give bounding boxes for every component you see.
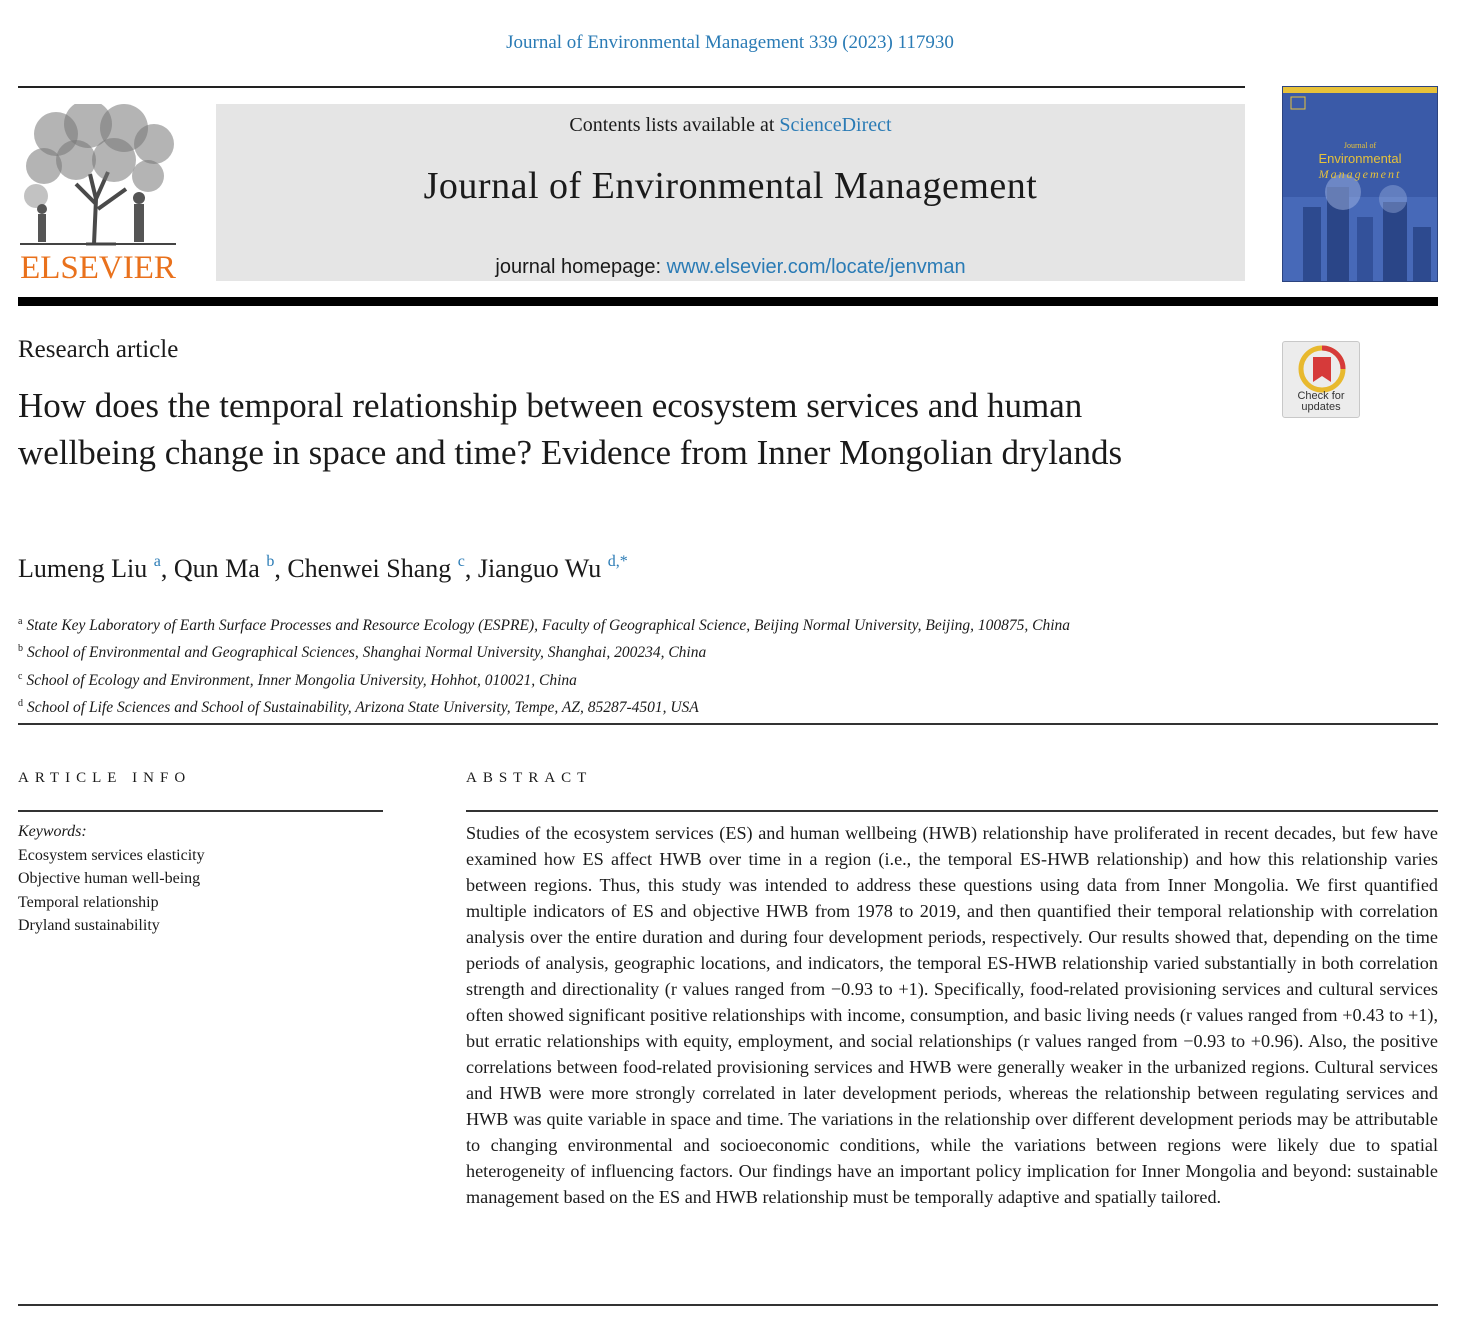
author-affiliation-marker[interactable]: d,* [607, 553, 628, 570]
journal-name: Journal of Environmental Management [423, 165, 1038, 207]
contents-prefix: Contents lists available at [569, 114, 780, 136]
bottom-rule [18, 1304, 1438, 1306]
abstract-text: Studies of the ecosystem services (ES) and human wellbeing (HWB) relationship have proliferated in recent decades, but few have examined how ES affect HWB over time in a region (i.e., the temporal ES-HWB relationship) and how this relationship varies between regions. Thus, this study was intended to address these questions using data from Inner Mongolia. We first quantified multiple indicators of ES and objective HWB from 1978 to 2019, and then quantified their temporal relationship with correlation analysis over the entire duration and during four development periods, respectively. Our results showed that, depending on the time periods of analysis, geographic locations, and indicators, the temporal ES-HWB relationship varied substantially in both correlation strength and directionality (r values ranged from −0.93 to +1). Specifically, food-related provisioning services and cultural services often showed significant positive relationships with income, consumption, and basic living needs (r values ranged from +0.43 to +1), but erratic relationships with equity, employment, and social relationships (r values ranged from −0.93 to +0.96). Also, the positive correlations between food-related provisioning services and HWB were generally weaker in the urbanized regions. Cultural services and HWB were more strongly correlated in later development periods, whereas the relationship between regulating services and HWB was quite variable in space and time. The variations in the relationship over different development periods may be attributable to changing environmental and socioeconomic conditions, while the variations between regions were likely due to spatial heterogeneity of influencing factors. Our findings have an important policy implication for Inner Mongolia and beyond: sustainable management based on the ES and HWB relationship must be temporally adaptive and spatially tailored. [466, 823, 1438, 1207]
elsevier-wordmark[interactable]: ELSEVIER [20, 250, 176, 286]
cover-title-line2: Environmental [1318, 151, 1402, 166]
affiliation-item [18, 610, 1070, 637]
keyword-item: Ecosystem services elasticity [18, 846, 205, 864]
article-type: Research article [18, 336, 179, 363]
affiliation-text: School of Ecology and Environment, Inner Mongolia University, Hohhot, 010021, China [26, 671, 577, 689]
author-name[interactable]: Jianguo Wu [477, 554, 602, 583]
keyword-item: Temporal relationship [18, 893, 159, 911]
keyword-item: Objective human well-being [18, 870, 201, 887]
author-name[interactable]: Chenwei Shang [287, 554, 452, 583]
section-divider [18, 723, 1438, 725]
author-separator: , [274, 554, 288, 583]
abstract-rule [466, 810, 1438, 812]
header-rule [18, 86, 1245, 88]
article-info-rule [18, 810, 383, 812]
author-name[interactable]: Qun Ma [173, 554, 260, 583]
affiliation-marker: c [18, 670, 23, 682]
affiliation-item [18, 637, 1070, 664]
homepage-prefix: journal homepage: [495, 256, 667, 278]
keywords-block [18, 820, 205, 938]
keywords-label: Keywords: [18, 823, 87, 840]
article-title: How does the temporal relationship between ecosystem services and human wellbeing change in space and time? Evidence from Inner Mongolian drylands [18, 386, 1123, 472]
author-list [18, 553, 628, 584]
author-affiliation-marker[interactable]: a [153, 553, 161, 570]
affiliation-marker: a [18, 616, 23, 627]
header-thick-rule [18, 297, 1438, 306]
affiliation-text: School of Life Sciences and School of Sustainability, Arizona State University, Tempe, AZ, 85287-4501, USA [27, 698, 699, 716]
affiliation-item [18, 665, 1070, 692]
abstract-heading: ABSTRACT [466, 770, 593, 786]
cover-title-line1: Journal of [1343, 141, 1377, 150]
author-separator: , [160, 554, 174, 583]
author-affiliation-marker[interactable]: c [457, 553, 465, 570]
contents-available-line [216, 114, 1245, 137]
check-updates-icon [1283, 344, 1361, 396]
affiliation-marker: d [18, 697, 23, 709]
cover-title-line3: Management [1318, 167, 1402, 181]
affiliation-list [18, 610, 1070, 719]
sciencedirect-link[interactable]: ScienceDirect [779, 114, 892, 136]
keyword-item: Dryland sustainability [18, 917, 160, 934]
author-separator: , [464, 554, 478, 583]
journal-citation[interactable]: Journal of Environmental Management 339 (2023) 117930 [506, 32, 954, 53]
journal-cover-thumbnail[interactable] [1282, 86, 1438, 282]
affiliation-item [18, 692, 1070, 719]
affiliation-marker: b [18, 643, 23, 655]
check-for-updates-button[interactable] [1282, 341, 1360, 418]
author-name[interactable]: Lumeng Liu [18, 554, 148, 583]
affiliation-text: State Key Laboratory of Earth Surface Processes and Resource Ecology (ESPRE), Faculty of Geographical Science, Beijing Normal University, Beijing, 100875, China [26, 617, 1071, 634]
journal-homepage-link[interactable]: www.elsevier.com/locate/jenvman [666, 256, 966, 278]
article-info-heading: ARTICLE INFO [18, 770, 192, 786]
journal-masthead [216, 104, 1245, 281]
author-affiliation-marker[interactable]: b [266, 553, 275, 570]
affiliation-text: School of Environmental and Geographical Sciences, Shanghai Normal University, Shanghai, 200234, China [27, 644, 707, 662]
journal-homepage-line [216, 256, 1245, 279]
check-updates-label: Check for updates [1297, 390, 1345, 413]
